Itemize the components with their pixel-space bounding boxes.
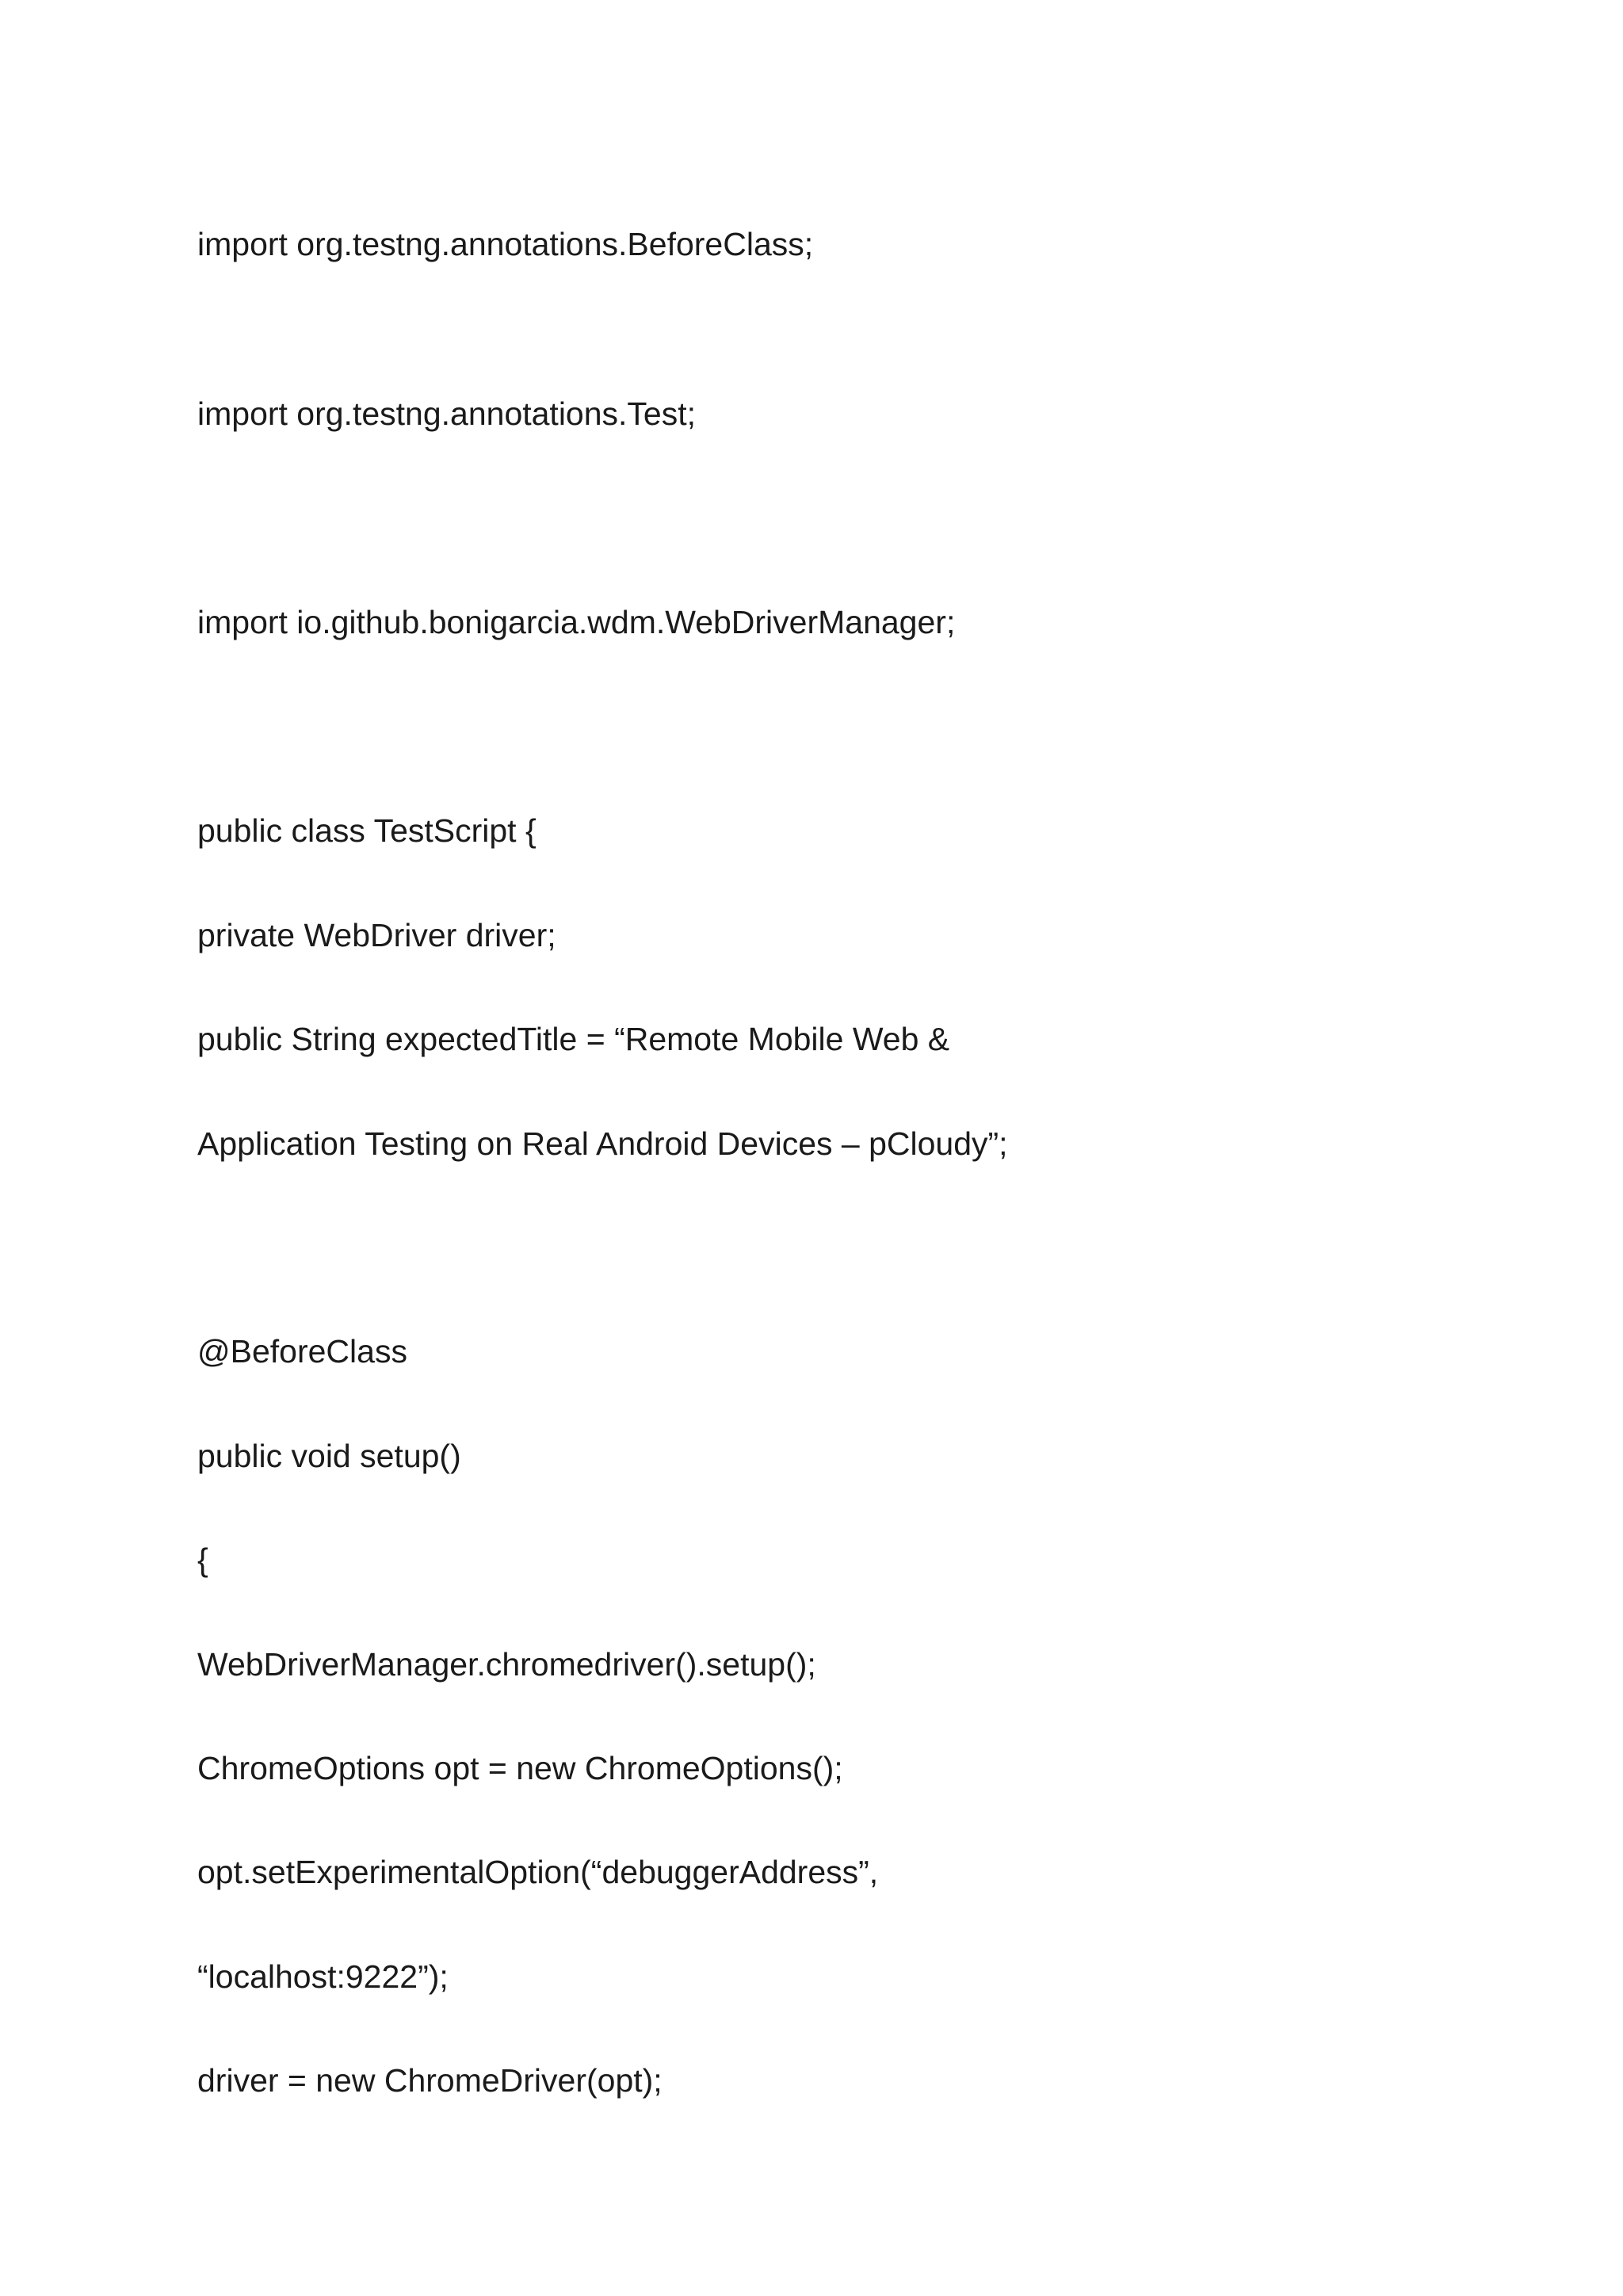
code-line-debugger-address: “localhost:9222”); [197, 1958, 449, 1995]
code-line-import-webdrivermanager: import io.github.bonigarcia.wdm.WebDriverManager; [197, 604, 956, 640]
code-line-class-declaration: public class TestScript { [197, 812, 537, 849]
code-line-expected-title-cont: Application Testing on Real Android Devices – pCloudy”; [197, 1125, 1008, 1162]
code-line-import-test: import org.testng.annotations.Test; [197, 395, 697, 432]
code-line-set-experimental-option: opt.setExperimentalOption(“debuggerAddress”, [197, 1854, 879, 1890]
code-line-open-brace: { [197, 1541, 208, 1578]
code-line-new-chromedriver: driver = new ChromeDriver(opt); [197, 2062, 663, 2099]
code-line-chromedriver-setup: WebDriverManager.chromedriver().setup(); [197, 1646, 816, 1683]
code-line-driver-field: private WebDriver driver; [197, 917, 556, 953]
code-line-chrome-options: ChromeOptions opt = new ChromeOptions(); [197, 1750, 843, 1786]
code-line-setup-method: public void setup() [197, 1438, 461, 1474]
code-line-import-beforeclass: import org.testng.annotations.BeforeClass; [197, 226, 814, 262]
code-line-beforeclass-annotation: @BeforeClass [197, 1333, 407, 1370]
code-line-expected-title: public String expectedTitle = “Remote Mobile Web & [197, 1021, 950, 1057]
